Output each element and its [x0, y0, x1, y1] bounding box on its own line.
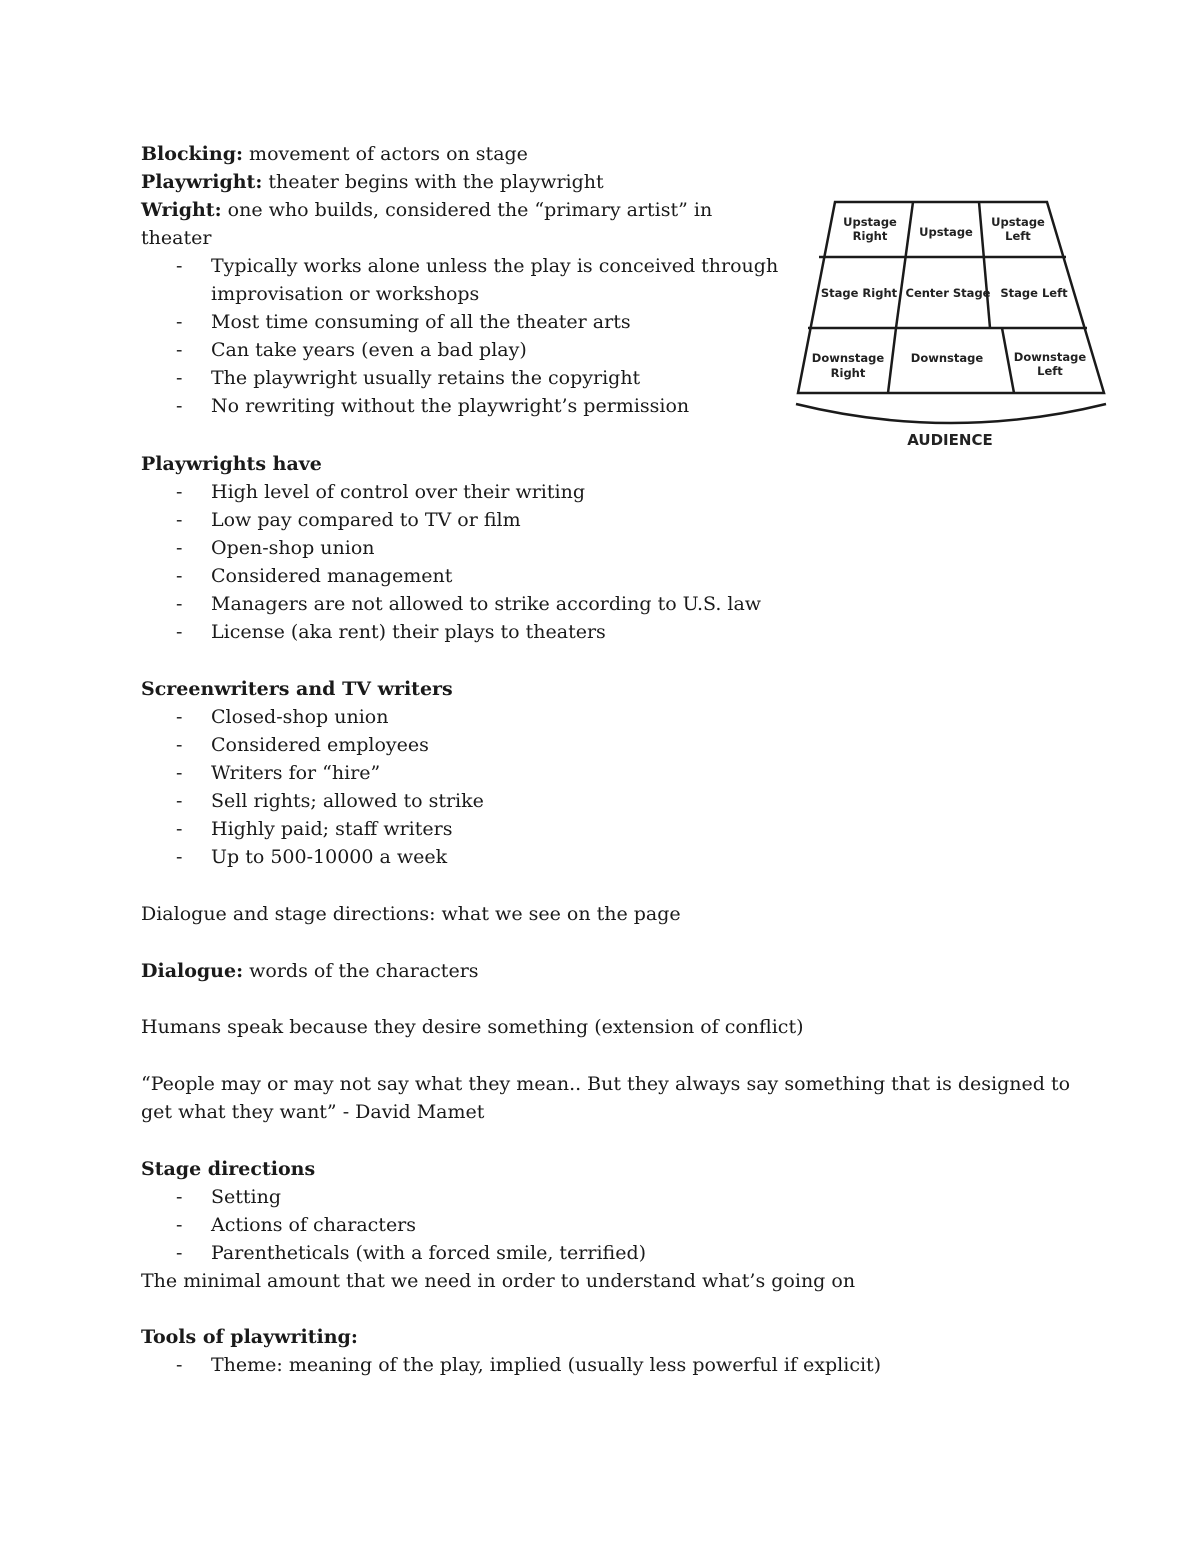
bullet-dash: -	[176, 339, 183, 361]
stage-divider	[979, 202, 990, 328]
bullet-dash: -	[176, 762, 183, 784]
bullet-dash: -	[176, 846, 183, 868]
bullet-dash: -	[176, 481, 183, 503]
blocking-text: movement of actors on stage	[243, 143, 528, 165]
stage-diagram	[792, 194, 1110, 454]
upstage-left-label: Left	[1005, 229, 1031, 243]
bullet-dash: -	[176, 621, 183, 643]
bullet-dash: -	[176, 1242, 183, 1264]
bullet-dash: -	[176, 395, 183, 417]
playwright-text: theater begins with the playwright	[262, 171, 604, 193]
upstage-right-label: Upstage	[843, 215, 897, 229]
dialogue-stage-paragraph: Dialogue and stage directions: what we see on the page	[141, 903, 681, 925]
downstage-right-label: Downstage	[811, 351, 885, 365]
bullet-dash: -	[176, 1186, 183, 1208]
bullet-dash: -	[176, 593, 183, 615]
bullet-dash: -	[176, 367, 183, 389]
wright-definition	[141, 196, 712, 224]
dialogue-term: Dialogue:	[141, 960, 244, 982]
playwright-term: Playwright:	[141, 171, 263, 193]
stage-left-label: Stage Left	[1000, 286, 1068, 300]
bullet-dash: -	[176, 537, 183, 559]
bullet-dash: -	[176, 790, 183, 812]
quote-line-2: get what they want” - David Mamet	[141, 1101, 485, 1123]
bullet-dash: -	[176, 1354, 183, 1376]
stage-divider	[888, 328, 896, 393]
stage-directions-heading: Stage directions	[141, 1158, 316, 1180]
upstage-left-label: Upstage	[991, 215, 1045, 229]
downstage-label: Downstage	[910, 351, 984, 365]
bullet-dash: -	[176, 255, 183, 277]
blocking-term: Blocking:	[141, 143, 244, 165]
downstage-right-label: Right	[830, 366, 866, 380]
wright-term: Wright:	[141, 199, 222, 221]
stage-divider	[1002, 328, 1014, 393]
tools-heading: Tools of playwriting:	[141, 1326, 358, 1348]
bullet-dash: -	[176, 565, 183, 587]
playwright-definition	[141, 168, 604, 196]
upstage-right-label: Right	[852, 229, 888, 243]
stage-divider	[896, 202, 913, 328]
humans-speak-paragraph: Humans speak because they desire something (extension of conflict)	[141, 1016, 804, 1038]
wright-definition-cont: theater	[141, 227, 212, 249]
bullet-dash: -	[176, 706, 183, 728]
wright-text: one who builds, considered the “primary artist” in	[221, 199, 713, 221]
center-stage-label: Center Stage	[905, 286, 991, 300]
screenwriters-heading: Screenwriters and TV writers	[141, 678, 453, 700]
quote-line-1: “People may or may not say what they mean.. But they always say something that is designed to	[141, 1073, 1071, 1095]
downstage-left-label: Downstage	[1013, 350, 1087, 364]
playwrights-have-heading: Playwrights have	[141, 453, 322, 475]
bullet-dash: -	[176, 1214, 183, 1236]
audience-label: AUDIENCE	[907, 431, 993, 449]
audience-arc	[796, 404, 1106, 423]
dialogue-text: words of the characters	[243, 960, 479, 982]
stage-directions-note: The minimal amount that we need in order to understand what’s going on	[141, 1270, 856, 1292]
bullet-dash: -	[176, 818, 183, 840]
bullet-dash: -	[176, 509, 183, 531]
downstage-left-label: Left	[1037, 364, 1063, 378]
bullet-dash: -	[176, 734, 183, 756]
blocking-definition	[141, 140, 528, 168]
stage-right-label: Stage Right	[820, 286, 898, 300]
dialogue-definition	[141, 957, 479, 985]
document-page: Blocking: movement of actors on stage Playwright: theater begins with the playwright Wright: one who builds, considered the “primary artist” in theater - Typically works alone unless the play is conceived through improvisation or workshops - Most time consuming of all the theater arts - Can take years (even a bad play) - The playwright usually retains the copyright - No rewriting without the playwright’s permission Playwrights have - High level of control over their writing - Low pay compared to TV or film - Open-shop union - Considered management - Managers are not allowed to strike according to U.S. law - License (aka rent) their plays to theaters Screenwriters and TV writers - Closed-shop union - Considered employees - Writers for “hire” - Sell rights; allowed to strike - Highly paid; staff writers - Up to 500-10000 a week Dialogue and stage directions: what we see on the page Dialogue: words of the characters Humans speak because they desire something (extension of conflict) “People may or may not say what they mean.. But they always say something that is designed to get what they want” - David Mamet Stage directions - Setting - Actions of characters - Parentheticals (with a forced smile, terrified) The minimal amount that we need in order to understand what’s going on Tools of playwriting: - Theme: meaning of the play, implied (usually less powerful if explicit) Upstage Right Upstage Upstage Left Stage Right Center Stage Stage Left Downstage Right Downstage Downstage Left AUDIENCE	[0, 0, 1200, 1553]
bullet-dash: -	[176, 311, 183, 333]
upstage-label: Upstage	[919, 225, 973, 239]
